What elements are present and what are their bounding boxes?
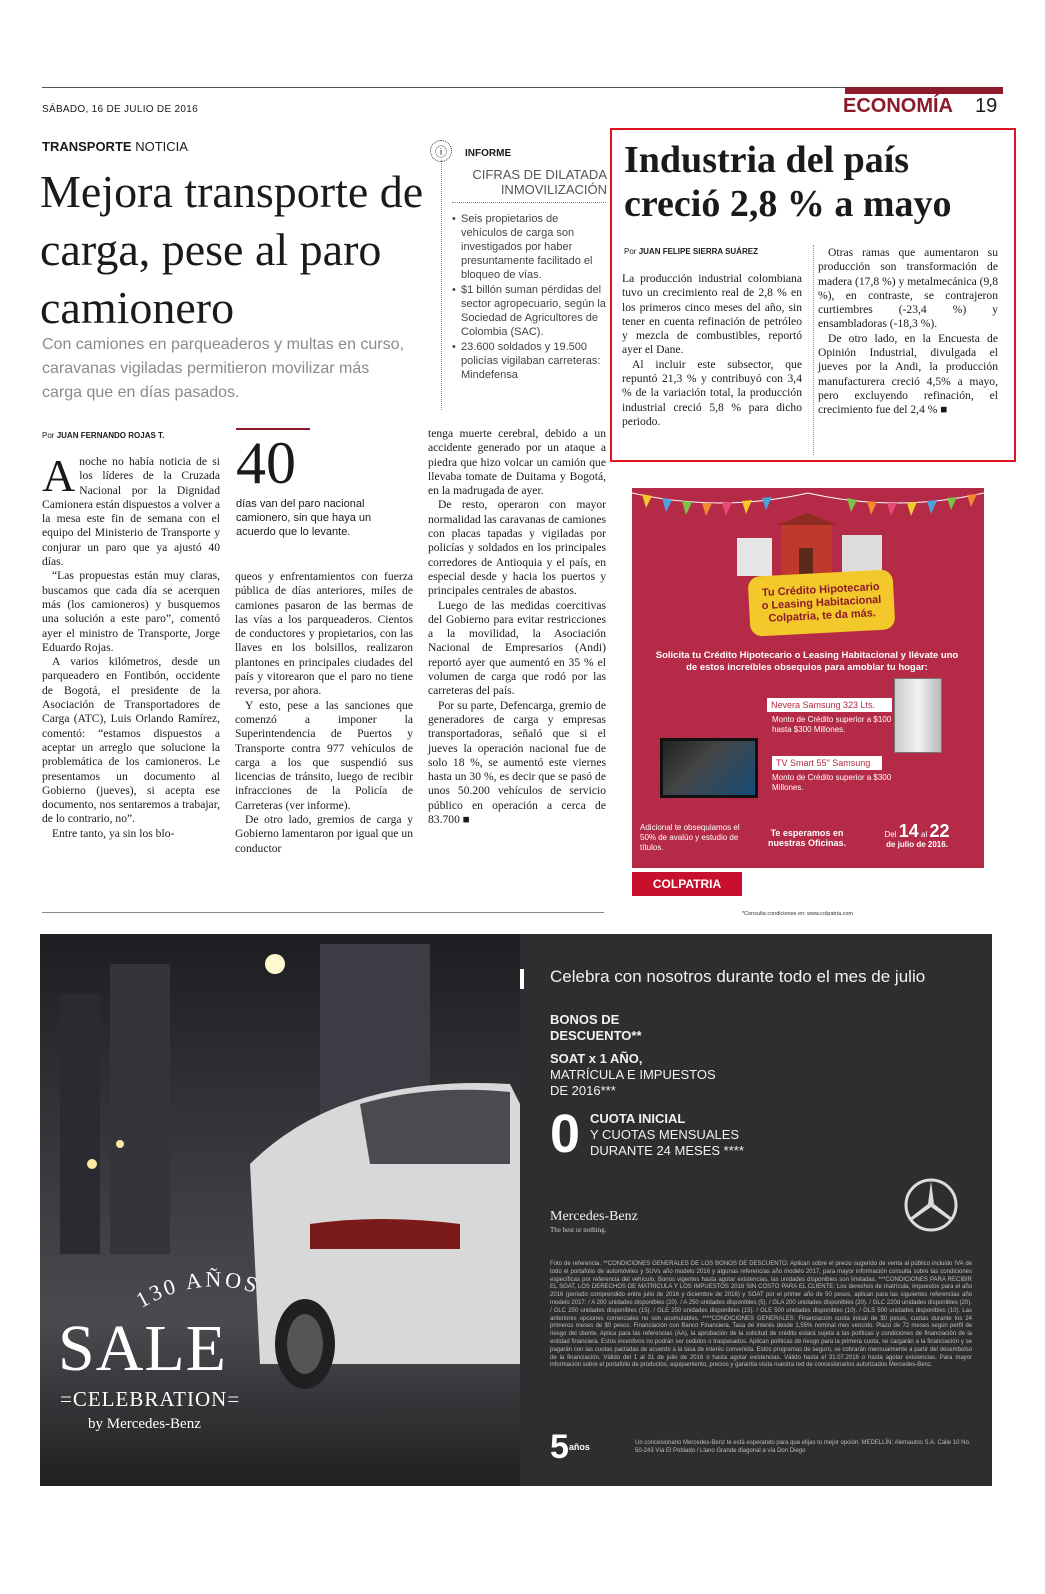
main-column-1 bbox=[42, 450, 220, 841]
paragraph: Al incluir este subsector, que repuntó 21,3 % y contribuyó con 3,4 % de la variación total, la producción industrial creció 5,8 % para dicho periodo. bbox=[622, 357, 802, 428]
paragraph: Y esto, pese a las sanciones que comenzó a imponer la Superintendencia de Puertos y Transporte contra 977 vehículos de carga a los que suspendió sus licencias de tránsito, luego de recibir infracciones de la Policía de Carreteras (ver informe). bbox=[235, 698, 413, 812]
sale-years: 130 AÑOS bbox=[131, 1266, 264, 1313]
main-byline bbox=[42, 431, 164, 440]
paragraph: queos y enfrentamientos con fuerza pública de días anteriores, miles de camiones pasaron de las bermas de las vías a los parqueaderos. Cientos de conductores y propietarios, con las llaves en los bolsillos, realizaron plantones en principales ciudades del país y vitorearon que el paro no tiene reversa, por ahora. bbox=[235, 570, 413, 698]
sale-word: SALE bbox=[58, 1312, 227, 1385]
bottom-rule bbox=[42, 912, 604, 913]
kicker-section: TRANSPORTE bbox=[42, 139, 132, 154]
main-subhead: Con camiones en parqueaderos y multas en curso, caravanas vigiladas permitieron movilizar más carga que en días pasados. bbox=[42, 336, 404, 401]
industry-column-right bbox=[818, 246, 998, 418]
page-number: 19 bbox=[975, 95, 998, 117]
houses-illustration bbox=[727, 513, 892, 578]
prize-fridge-desc: Monto de Crédito superior a $100 hasta $300 Millones. bbox=[772, 715, 892, 734]
industry-byline: Por JUAN FELIPE SIERRA SUÁREZ bbox=[624, 247, 758, 256]
byline-author: JUAN FERNANDO ROJAS T. bbox=[56, 431, 165, 440]
fine-print: Foto de referencia. **CONDICIONES GENERALES DE LOS BONOS DE DESCUENTO: Aplican sobre el precio sugerido de venta al público incluido IVA de todo el portafolio de automóviles y SUVs año modelo 2016 y algunas referencias año modelo 2017, para mayor información consulta sobre las condiciones específicas por referencia del vehículo. Bonos vigentes hasta agotar existencias, las unidades disponibles son limitadas. ***CONDICIONES PARA RECIBIR EL SOAT, LOS DERECHOS DE MATRÍCULA Y LOS IMPUESTOS 2016 SIN COSTO PARA EL CLIENTE: Los derechos de matrícula, impuestos para el año 2016 (periodo comprendido entre julio de 2016 y diciembre de 2016) y SOAT por el primer año de 50 pesos, aplican para las siguientes referencias año modelo 2017: / A 200 unidades disponibles (20). / A 250 unidades disponibles (5). / GLA 200 unidades disponibles (20). / GLC 220d unidades disponibles (20). / GLC 250 unidades disponibles (15). / GLE 250 unidades disponibles (15). / GLE 500 unidades disponibles (10). / GLS 500 unidades disponibles (10). Las anteriores opciones comerciales no son acumulables. ****CONDICIONES GENERALES: Financiación cuota inicial de $0 pesos, cuotas durante los 24 primeros meses de $0 pesos. Financiación con Banco Financiera. Tasa de interés desde 1,55% nominal mes vencido. Plazo de 72 meses según perfil de riesgo del cliente. Aplica para las referencias (AA), la aprobación de la solicitud de crédito estará sujeta a las políticas y condiciones de financiación de la entidad financiera. Estos incentivos no podrán ser cedidos o traspasados. Aplican políticas de riesgo para la primera cuota, se cargarán a la financiación y se pagarán con las cuotas pactadas de acuerdo a la tasa de interés convenida. Estos programas de seguro, se cobrarán mensualmente a partir del desembolso de la financiación. Válido del 1 al 31 de julio de 2016 o hasta agotar existencias. Válido hasta el 31.07.2016 o hasta agotar existencias. Para mayor información sobre el portafolio de productos, equipamiento, precios y garantía visita nuestra red de concesionarios autorizados Mercedes-Benz. bbox=[550, 1261, 972, 1369]
industry-headline: Industria del país creció 2,8 % a mayo bbox=[624, 139, 952, 225]
colpatria-footer bbox=[632, 818, 984, 858]
colpatria-badge: Tu Crédito Hipotecario o Leasing Habitacional Colpatria, te da más. bbox=[748, 569, 896, 637]
section-name: ECONOMÍA bbox=[843, 95, 953, 117]
paragraph: De otro lado, en la Encuesta de Opinión Industrial, divulgada el jueves por la Andi, la producción manufacturera creció 4,5% a mayo, pero excluyendo refinación, el crecimiento fue del 2,4 % ■ bbox=[818, 331, 998, 417]
mercedes-star-icon bbox=[903, 1177, 959, 1233]
footer-offices: Te esperamos en nuestras Oficinas. bbox=[767, 828, 847, 848]
dealer-info: Un concesionario Mercedes-Benz te está esperando para que elijas tu mejor opción. MEDELLÍN: Alemautos S.A. Calle 10 No. 50-243 Vía El Poblado / Llano Grande diagonal a vía Don Diego bbox=[635, 1440, 971, 1454]
byline-prefix: Por bbox=[42, 431, 55, 440]
mercedes-ad[interactable] bbox=[40, 934, 992, 1486]
offer-installments: CUOTA INICIAL Y CUOTAS MENSUALES DURANTE 24 MESES **** bbox=[590, 1111, 744, 1158]
list-item: • 23.600 soldados y 19.500 policías vigilaban carreteras: Mindefensa bbox=[452, 340, 607, 382]
list-item: • $1 billón suman pérdidas del sector agropecuario, según la Sociedad de Agricultores de Colombia (SAC). bbox=[452, 283, 607, 339]
main-column-3 bbox=[428, 427, 606, 827]
article-kicker bbox=[42, 139, 188, 154]
colpatria-ad[interactable] bbox=[632, 488, 984, 868]
paragraph: La producción industrial colombiana tuvo un crecimiento real de 2,8 % en los primeros cinco meses del año, sin tener en cuenta refinación de petróleo y mezcla de combustibles, reportó ayer el Dane. bbox=[622, 272, 802, 357]
dropcap: A bbox=[42, 450, 76, 501]
paragraph: De otro lado, gremios de carga y Gobierno lamentaron por igual que un conductor bbox=[235, 813, 413, 855]
colpatria-body: Solicita tu Crédito Hipotecario o Leasing Habitacional y llévate uno de estos increíbles obsequios para amoblar tu hogar: bbox=[655, 650, 959, 673]
issue-date: SÁBADO, 16 DE JULIO DE 2016 bbox=[42, 104, 198, 115]
fridge-image bbox=[894, 678, 942, 753]
industry-article bbox=[610, 128, 1016, 462]
main-column-2 bbox=[235, 570, 413, 856]
prize-tv-title: TV Smart 55" Samsung bbox=[772, 756, 882, 770]
footer-bonus: Adicional te obsequiamos el 50% de avalúo y estudio de títulos. bbox=[640, 823, 740, 852]
offer-zero: 0 bbox=[550, 1104, 581, 1164]
colpatria-logo: COLPATRIA bbox=[632, 872, 742, 896]
paragraph: Entre tanto, ya sin los blo- bbox=[52, 826, 175, 840]
sale-by: by Mercedes-Benz bbox=[88, 1416, 201, 1432]
prize-tv-desc: Monto de Crédito superior a $300 Millones. bbox=[772, 773, 892, 792]
mercedes-offer-panel bbox=[520, 934, 992, 1486]
main-headline: Mejora transporte de carga, pese al paro camionero bbox=[40, 166, 424, 333]
sale-celebration: =CELEBRATION= bbox=[60, 1387, 241, 1411]
column-divider bbox=[813, 245, 814, 455]
paragraph: Otras ramas que aumentaron su producción son transformación de madera (17,8 %) y metalmecánica (9,8 %), en contraste, se contrajeron curtiembres (-23,4 %) y ensambladoras (-18,3 %). bbox=[818, 246, 998, 331]
paragraph: Por su parte, Defencarga, gremio de generadores de carga y empresas transportadoras, señaló que si el jueves la operación nacional fue de solo 18 %, se aumentó este viernes hasta un 30 %, es decir que se pasó de unos 50.200 vehículos de servicio público en operación a cerca de 83.700 ■ bbox=[428, 698, 606, 827]
paragraph: A varios kilómetros, desde un parqueadero en Fontibón, occidente de Bogotá, el presidente de la Asociación de Transportadores de Carga (ATC), Luis Orlando Ramírez, comentó: “estamos dispuestos a aceptar un arreglo que solucione la problemática de los camioneros. Le presentamos un documento al Gobierno (jueves), si acepta ese documento, nos sentaremos a trabajar, de lo contrario, no”. bbox=[42, 655, 220, 826]
footer-dates: Del 14 al 22 de julio de 2016. bbox=[884, 821, 950, 849]
paragraph: De resto, operaron con mayor normalidad las caravanas de camiones con placas tapadas y vigiladas por policías y soldados en los principales corredores de Antioquia y el país, en especial desde y hacia los puertos y principales centrales de abastos. bbox=[428, 498, 606, 598]
informe-title: CIFRAS DE DILATADA INMOVILIZACIÓN bbox=[472, 167, 607, 197]
info-icon: ⓘ bbox=[430, 140, 452, 162]
five-years-badge: $5^{años}$ bbox=[550, 1428, 590, 1466]
accent-bar bbox=[520, 969, 524, 989]
offer-discount: BONOS DE DESCUENTO** bbox=[550, 1012, 642, 1043]
industry-column-left bbox=[622, 272, 802, 429]
stat-caption: días van del paro nacional camionero, sin que haya un acuerdo que lo levante. bbox=[236, 498, 372, 538]
stat-number: 40 bbox=[236, 430, 296, 496]
informe-divider bbox=[441, 160, 442, 410]
offer-headline: Celebra con nosotros durante todo el mes de julio bbox=[550, 967, 926, 986]
paragraph: “Las propuestas están muy claras, buscamos que cada día se acerquen más (los camioneros) y busquemos una solución a este paro”, comentó ayer el ministro de Transporte, Jorge Eduardo Rojas. bbox=[42, 569, 220, 654]
paragraph: tenga muerte cerebral, debido a un accidente generado por un ataque a piedra que hizo volcar un camión que llevaba tomate de Duitama y Bogotá, en la madrugada de ayer. bbox=[428, 427, 606, 498]
paragraph: Anoche no había noticia de si los líderes de la Cruzada Nacional por la Dignidad Camionera están dispuestos a volver a la mesa este fin de semana con el equipo del Ministerio de Transporte y conjurar un paro que ya ajustó 40 días. bbox=[42, 450, 220, 569]
mercedes-brand: Mercedes-Benz bbox=[550, 1209, 638, 1224]
informe-rule bbox=[452, 202, 606, 203]
section-accent-bar bbox=[845, 87, 1003, 94]
informe-label: INFORME bbox=[465, 148, 512, 159]
svg-text:130 AÑOS bbox=[132, 1266, 263, 1312]
paragraph: Luego de las medidas coercitivas del Gobierno para evitar restricciones a la movilidad, la Asociación Nacional de Empresarios (Andi) reportó ayer que aumentó en 35 % el volumen de carga que rodó por las carreteras del país. bbox=[428, 598, 606, 698]
kicker-type: NOTICIA bbox=[135, 139, 188, 154]
offer-soat: SOAT x 1 AÑO, MATRÍCULA E IMPUESTOS DE 2016*** bbox=[550, 1051, 716, 1098]
list-item: • Seis propietarios de vehículos de carga son investigados por haber presuntamente facilitado el bloqueo de vías. bbox=[452, 212, 607, 282]
informe-list bbox=[452, 212, 607, 383]
tv-image bbox=[660, 738, 758, 798]
prize-fridge-title: Nevera Samsung 323 Lts. bbox=[767, 698, 892, 712]
mercedes-tagline: The best or nothing. bbox=[550, 1226, 607, 1234]
colpatria-conditions: *Consulta condiciones en: www.colpatria.com bbox=[742, 911, 853, 917]
